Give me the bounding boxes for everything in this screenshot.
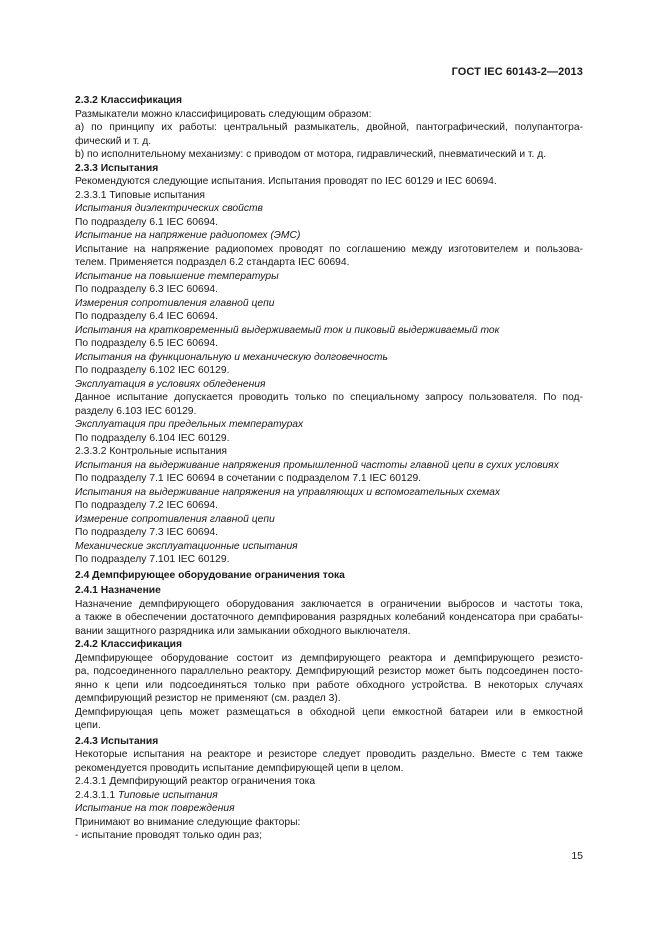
text-line: По подразделу 6.104 IEC 60129. bbox=[75, 432, 230, 444]
text-line: - испытание проводят только один раз; bbox=[75, 830, 262, 841]
section-heading: 2.3.2 Классификация bbox=[75, 95, 182, 106]
text-line: Принимают во внимание следующие факторы: bbox=[75, 816, 301, 828]
text-line: По подразделу 6.4 IEC 60694. bbox=[75, 311, 219, 322]
text-line: цепи. bbox=[75, 720, 101, 731]
text-line: а) по принципу их работы: центральный размыкатель, двойной, пантографический, полупантогра- bbox=[75, 122, 583, 133]
document-body bbox=[75, 94, 583, 843]
text-line: фический и т. д. bbox=[75, 135, 152, 147]
text-line: По подразделу 6.102 IEC 60129. bbox=[75, 365, 230, 376]
test-title: Испытание на ток повреждения bbox=[75, 803, 235, 814]
text-line: разделу 6.103 IEC 60129. bbox=[75, 405, 197, 417]
text-line: Данное испытание допускается проводить только по специальному запросу пользователя. По под- bbox=[75, 392, 583, 403]
section-heading: 2.4.1 Назначение bbox=[75, 585, 161, 596]
test-title: Измерения сопротивления главной цепи bbox=[75, 297, 275, 309]
test-title: Испытание на напряжение радиопомех (ЭМС) bbox=[75, 230, 301, 241]
text-line: b) по исполнительному механизму: с приводом от мотора, гидравлический, пневматический и т. д. bbox=[75, 149, 547, 160]
clause-number: 2.4.3.1.1 bbox=[75, 789, 118, 801]
test-title: Измерение сопротивления главной цепи bbox=[75, 513, 275, 525]
page-number: 15 bbox=[571, 850, 583, 862]
section-heading: 2.4 Демпфирующее оборудование ограничения тока bbox=[75, 569, 345, 581]
clause-title: Типовые испытания bbox=[117, 789, 218, 801]
text-line: Назначение демпфирующего оборудования заключается в ограничении выбросов и частоты тока, bbox=[75, 598, 583, 610]
text-line: По подразделу 6.1 IEC 60694. bbox=[75, 216, 219, 228]
text-line: Рекомендуются следующие испытания. Испытания проводят по IEC 60129 и IEC 60694. bbox=[75, 176, 497, 187]
section-heading: 2.4.3 Испытания bbox=[75, 735, 159, 747]
document-header: ГОСТ IEC 60143-2—2013 bbox=[451, 66, 583, 78]
text-line: демпфирующий резистор не применяют (см. раздел 3). bbox=[75, 693, 341, 704]
text-line: Демпфирующее оборудование состоит из демпфирующего реактора и демпфирующего резисто- bbox=[75, 652, 583, 664]
section-heading: 2.4.2 Классификация bbox=[75, 639, 182, 650]
text-line: По подразделу 7.101 IEC 60129. bbox=[75, 554, 230, 565]
test-title: Эксплуатация при предельных температурах bbox=[75, 419, 304, 430]
text-line: ра, подсоединенного параллельно реактору. Демпфирующий резистор может быть подсоединен посто- bbox=[75, 666, 583, 677]
text-line: Размыкатели можно классифицировать следующим образом: bbox=[75, 108, 372, 120]
text-line: Демпфирующая цепь может размещаться в обходной цепи емкостной батареи или в емкостной bbox=[75, 706, 583, 718]
text-line: 2.3.3.2 Контрольные испытания bbox=[75, 446, 227, 457]
text-line: вании защитного разрядника или замыкании обходного выключателя. bbox=[75, 625, 411, 637]
text-line: рекомендуется проводить испытание демпфирующей цепи в целом. bbox=[75, 762, 404, 774]
text-line: По подразделу 7.1 IEC 60694 в сочетании с подразделом 7.1 IEC 60129. bbox=[75, 473, 422, 484]
section-heading: 2.3.3 Испытания bbox=[75, 162, 159, 174]
test-title: Эксплуатация в условиях обледенения bbox=[75, 378, 266, 390]
text-line: 2.3.3.1 Типовые испытания bbox=[75, 189, 205, 201]
test-title: Испытание на повышение температуры bbox=[75, 270, 279, 282]
text-line: По подразделу 7.3 IEC 60694. bbox=[75, 527, 219, 538]
test-title bbox=[75, 789, 583, 803]
text-line: Некоторые испытания на реакторе и резисторе следует проводить раздельно. Вместе с тем также bbox=[75, 749, 583, 760]
text-line: янно к цепи или подсоединяться только при работе обходного устройства. В некоторых случаях bbox=[75, 679, 583, 691]
text-line: телем. Применяется подраздел 6.2 стандарта IEC 60694. bbox=[75, 257, 350, 268]
text-line: 2.4.3.1 Демпфирующий реактор ограничения тока bbox=[75, 776, 316, 787]
text-line: По подразделу 6.5 IEC 60694. bbox=[75, 338, 219, 349]
test-title: Испытания на выдерживание напряжения на управляющих и вспомогательных схемах bbox=[75, 486, 501, 498]
test-title: Испытания диэлектрических свойств bbox=[75, 203, 263, 214]
test-title: Испытания на кратковременный выдерживаемый ток и пиковый выдерживаемый ток bbox=[75, 324, 500, 336]
test-title: Испытания на выдерживание напряжения промышленной частоты главной цепи в сухих условиях bbox=[75, 459, 559, 471]
test-title: Испытания на функциональную и механическую долговечность bbox=[75, 351, 388, 363]
text-line: Испытание на напряжение радиопомех проводят по соглашению между изготовителем и пользова- bbox=[75, 243, 583, 255]
test-title: Механические эксплуатационные испытания bbox=[75, 540, 298, 552]
text-line: а также в обеспечении достаточного демпфирования разрядных колебаний конденсатора при срабаты- bbox=[75, 612, 583, 623]
text-line: По подразделу 7.2 IEC 60694. bbox=[75, 500, 219, 511]
text-line: По подразделу 6.3 IEC 60694. bbox=[75, 284, 219, 295]
